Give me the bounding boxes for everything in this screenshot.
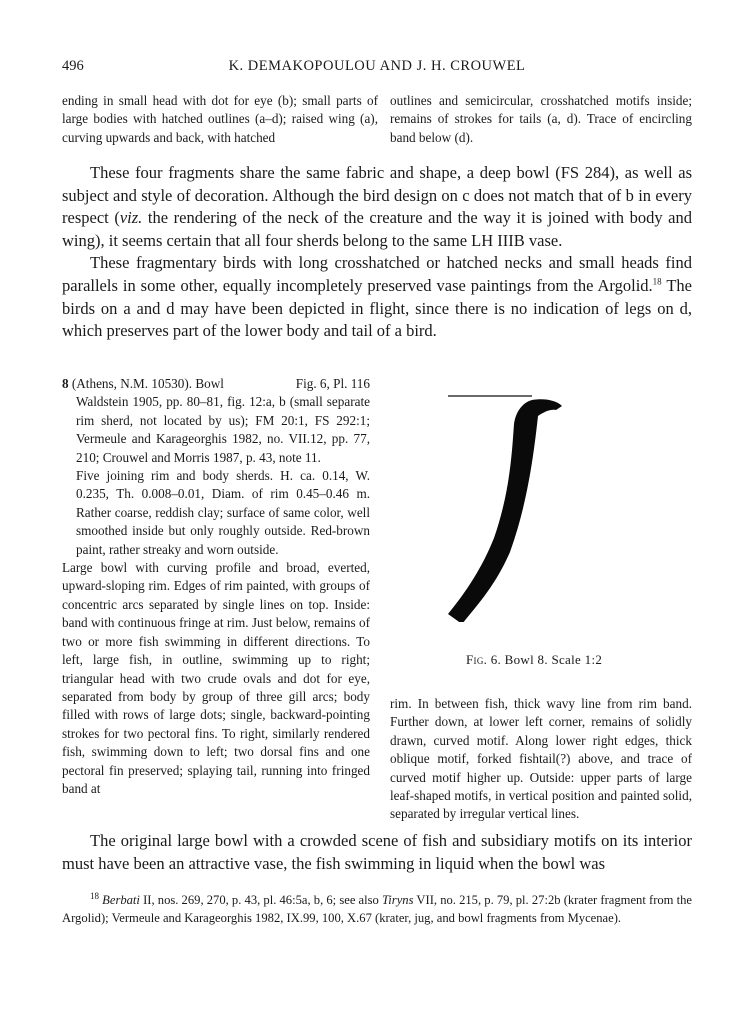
- footnote-number: 18: [90, 890, 99, 901]
- catalogue-entry: [62, 375, 370, 798]
- closing-paragraph: The original large bowl with a crowded scene of fish and subsidiary motifs on its interior must have been an attractive vase, the fish swimming in liquid when the bowl was: [62, 831, 692, 873]
- footnote-text-c: Tiryns: [382, 893, 414, 907]
- catalogue-decoration-right: rim. In between fish, thick wavy line from rim band. Further down, at lower left corner, remains of solidly drawn, curved motif. Along lower right edges, thick oblique motif, forked fishtail(?) above, and trace of curved motif higher up. Outside: upper parts of large leaf-shaped motifs, in vertical position and painted solid, separated by irregular vertical lines.: [390, 696, 692, 822]
- figure-reference: Fig. 6, Pl. 116: [295, 376, 370, 391]
- footnote-ref-18[interactable]: 18: [652, 276, 662, 287]
- p1-text-b: the rendering of the neck of the creature and the way it is joined with body and wing), it seems certain that all four sherds belong to the same LH IIIB vase.: [62, 208, 692, 250]
- catalogue-decoration-left: Large bowl with curving profile and broad, everted, upward-sloping rim. Edges of rim painted, with groups of concentric arcs separated by single lines on top. Inside: band with continuous fringe at rim. Just below, remains of two or more fish swimming in different directions. To left, large fish, in outline, swimming up to right; triangular head with two crude ovals and dot for eye, separated from body by group of three gill arcs; body filled with rows of large dots; single, backward-pointing strokes for two pectoral fins. To right, similarly rendered fish, swimming down to left; two dorsal fins and one pectoral fin preserved; splaying tail, running into fringed band at: [62, 560, 370, 796]
- bowl-sherd-drawing: [440, 392, 610, 622]
- catalogue-heading: [62, 375, 370, 393]
- page-header: [62, 58, 692, 78]
- catalogue-number: 8: [62, 376, 69, 391]
- catalogue-bibliography: Waldstein 1905, pp. 80–81, fig. 12:a, b (small separate rim sherd, not located by us); FM 20:1, FS 292:1; Vermeule and Karageorghis 1982, no. VII.12, pp. 77, 210; Crouwel and Morris 1987, p. 43, note 11.: [76, 394, 370, 465]
- catalogue-title-text: (Athens, N.M. 10530). Bowl: [71, 376, 224, 391]
- top-right-column: outlines and semicircular, crosshatched motifs inside; remains of strokes for tails (a, d). Trace of encircling band below (d).: [390, 93, 692, 145]
- figure-caption: [466, 652, 626, 668]
- p1-viz: viz.: [119, 208, 143, 228]
- figure-caption-label: Fig. 6.: [466, 652, 502, 667]
- p1-text-a: These four fragments share the same fabric and shape, a deep bowl (FS 284), as well as subject and style of decoration. Although the bird design on c does not match that of b in every respect (: [62, 163, 692, 228]
- footnote-text-a: Berbati: [102, 893, 140, 907]
- catalogue-description: Five joining rim and body sherds. H. ca. 0.14, W. 0.235, Th. 0.008–0.01, Diam. of rim 0.45–0.46 m. Rather coarse, reddish clay; surface of same color, well smoothed inside but only roughly outside. Red-brown paint, rather streaky and worn outside.: [76, 468, 370, 557]
- body-paragraph-2: [62, 252, 692, 342]
- p2-text-b: The birds on a and d may have been depicted in flight, since there is no indication of legs on d, which preserves part of the lower body and tail of a bird.: [62, 275, 692, 341]
- figure-6: [440, 392, 610, 622]
- figure-caption-text: Bowl 8. Scale 1:2: [504, 652, 603, 667]
- p2-text: These fragmentary birds with long crosshatched or hatched necks and small heads find parallels in some other, equally incompletely preserved vase paintings from the Argolid.: [62, 253, 692, 295]
- top-left-column: ending in small head with dot for eye (b); small parts of large bodies with hatched outlines (a–d); raised wing (a), curving upwards and back, with hatched: [62, 93, 378, 145]
- body-text: [62, 162, 692, 343]
- running-head: K. DEMAKOPOULOU AND J. H. CROUWEL: [228, 58, 526, 74]
- footnote-text-b: II, nos. 269, 270, p. 43, pl. 46:5a, b, 6; see also: [139, 893, 382, 907]
- footnote-text-d: VII, no. 215, p. 79, pl. 27:2b (krater fragment from the Argolid); Vermeule and Karageorghis 1982, IX.99, 100, X.67 (krater, jug, and bowl fragments from Mycenae).: [62, 893, 693, 925]
- page-number: 496: [62, 58, 84, 74]
- painted-fish-motif: [448, 399, 562, 622]
- footnote-18: [62, 892, 692, 928]
- catalogue-title: [62, 375, 224, 393]
- body-paragraph-1: [62, 162, 692, 252]
